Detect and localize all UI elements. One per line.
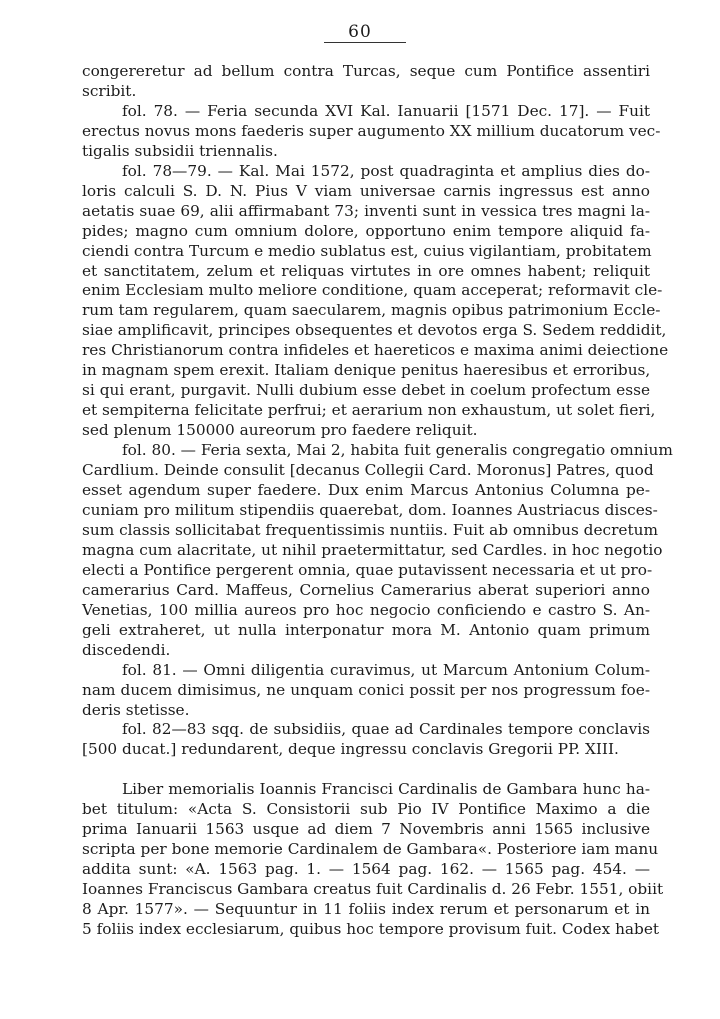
text-line: et sempiterna felicitate perfrui; et aerarium non exhaustum, ut solet fieri,: [82, 401, 656, 420]
text-line: enim Ecclesiam multo meliore conditione, quam acceperat; reformavit cle-: [82, 281, 663, 300]
text-line: Venetias, 100 millia aureos pro hoc negocio conficiendo e castro S. An-: [82, 600, 650, 619]
text-line: congereretur ad bellum contra Turcas, seque cum Pontifice assentiri: [82, 62, 650, 80]
text-line: fol. 81. — Omni diligentia curavimus, ut Marcum Antonium Colum-: [122, 660, 650, 679]
text-line: in magnam spem erexit. Italiam denique penitus haeresibus et erroribus,: [82, 361, 651, 380]
text-line: ciendi contra Turcum e medio sublatus est, cuius vigilantiam, probitatem: [82, 241, 652, 260]
paragraph: [82, 161, 669, 441]
text-line: Ioannes Franciscus Gambara creatus fuit Cardinalis d. 26 Febr. 1551, obiit: [82, 880, 664, 899]
paragraph: [82, 101, 661, 162]
text-line: aetatis suae 69, alii affirmabant 73; inventi sunt in vessica tres magni la-: [82, 201, 650, 220]
text-line: scribit.: [82, 81, 137, 100]
text-line: tigalis subsidii triennalis.: [82, 141, 278, 160]
text-line: esset agendum super faedere. Dux enim Marcus Antonius Columna pe-: [82, 481, 650, 500]
text-line: fol. 78—79. — Kal. Mai 1572, post quadraginta et amplius dies do-: [122, 161, 650, 180]
text-line: si qui erant, purgavit. Nulli dubium esse debet in coelum profectum esse: [82, 381, 650, 400]
text-line: 8 Apr. 1577». — Sequuntur in 11 foliis index rerum et personarum et in: [82, 900, 650, 919]
text-line: [500 ducat.] redundarent, deque ingressu conclavis Gregorii PP. XIII.: [82, 740, 619, 759]
paragraph: [82, 441, 673, 660]
text-line: prima Ianuarii 1563 usque ad diem 7 Novembris anni 1565 inclusive: [82, 820, 650, 839]
text-line: Liber memorialis Ioannis Francisci Cardinalis de Gambara hunc ha-: [122, 780, 650, 799]
header-rule: [324, 42, 406, 43]
text-line: magna cum alacritate, ut nihil praetermittatur, sed Cardles. in hoc negotio: [82, 540, 663, 559]
text-line: sum classis sollicitabat frequentissimis nuntiis. Fuit ab omnibus decretum: [82, 520, 658, 539]
text-line: erectus novus mons faederis super augumento XX millium ducatorum vec-: [82, 121, 661, 140]
text-line: discedendi.: [82, 640, 171, 659]
text-line: et sanctitatem, zelum et reliquas virtutes in ore omnes habent; reliquit: [82, 261, 650, 280]
text-line: 5 foliis index ecclesiarum, quibus hoc tempore provisum fuit. Codex habet: [82, 920, 660, 939]
text-line: Cardlium. Deinde consulit [decanus Collegii Card. Moronus] Patres, quod: [82, 461, 654, 480]
text-line: pides; magno cum omnium dolore, opportuno enim tempore aliquid fa-: [82, 221, 650, 240]
text-line: electi a Pontifice pergerent omnia, quae putavissent necessaria et ut pro-: [82, 560, 653, 579]
paragraph: [82, 780, 664, 940]
text-line: rum tam regularem, quam saecularem, magnis opibus patrimonium Eccle-: [82, 301, 661, 320]
paragraph: [82, 661, 650, 721]
text-line: nam ducem dimisimus, ne unquam conici possit per nos progressum foe-: [82, 680, 650, 699]
text-line: fol. 78. — Feria secunda XVI Kal. Ianuarii [1571 Dec. 17]. — Fuit: [122, 101, 650, 120]
text-line: sed plenum 150000 aureorum pro faedere reliquit.: [82, 421, 478, 440]
text-line: camerarius Card. Maffeus, Cornelius Camerarius aberat superiori anno: [82, 580, 650, 599]
text-line: fol. 82—83 sqq. de subsidiis, quae ad Cardinales tempore conclavis: [122, 720, 650, 739]
text-line: loris calculi S. D. N. Pius V viam universae carnis ingressus est anno: [82, 181, 650, 200]
paragraph: [82, 720, 650, 760]
text-line: bet titulum: «Acta S. Consistorii sub Pio IV Pontifice Maximo a die: [82, 800, 650, 819]
text-line: geli extraheret, ut nulla interponatur mora M. Antonio quam primum: [82, 620, 650, 639]
text-line: deris stetisse.: [82, 700, 190, 719]
text-line: res Christianorum contra infideles et haereticos e maxima animi deiectione: [82, 341, 669, 360]
text-line: siae amplificavit, principes obsequentes et devotos erga S. Sedem reddidit,: [82, 321, 667, 340]
text-line: scripta per bone memorie Cardinalem de Gambara«. Posteriore iam manu: [82, 840, 659, 859]
text-line: cuniam pro militum stipendiis quaerebat, dom. Ioannes Austriacus disces-: [82, 500, 658, 519]
paragraph: [82, 62, 650, 102]
text-line: fol. 80. — Feria sexta, Mai 2, habita fuit generalis congregatio omnium: [122, 441, 673, 460]
body-text: [82, 62, 673, 940]
text-line: addita sunt: «A. 1563 pag. 1. — 1564 pag. 162. — 1565 pag. 454. —: [82, 860, 650, 879]
section-gap: [82, 760, 650, 780]
page-number: 60: [348, 22, 372, 42]
